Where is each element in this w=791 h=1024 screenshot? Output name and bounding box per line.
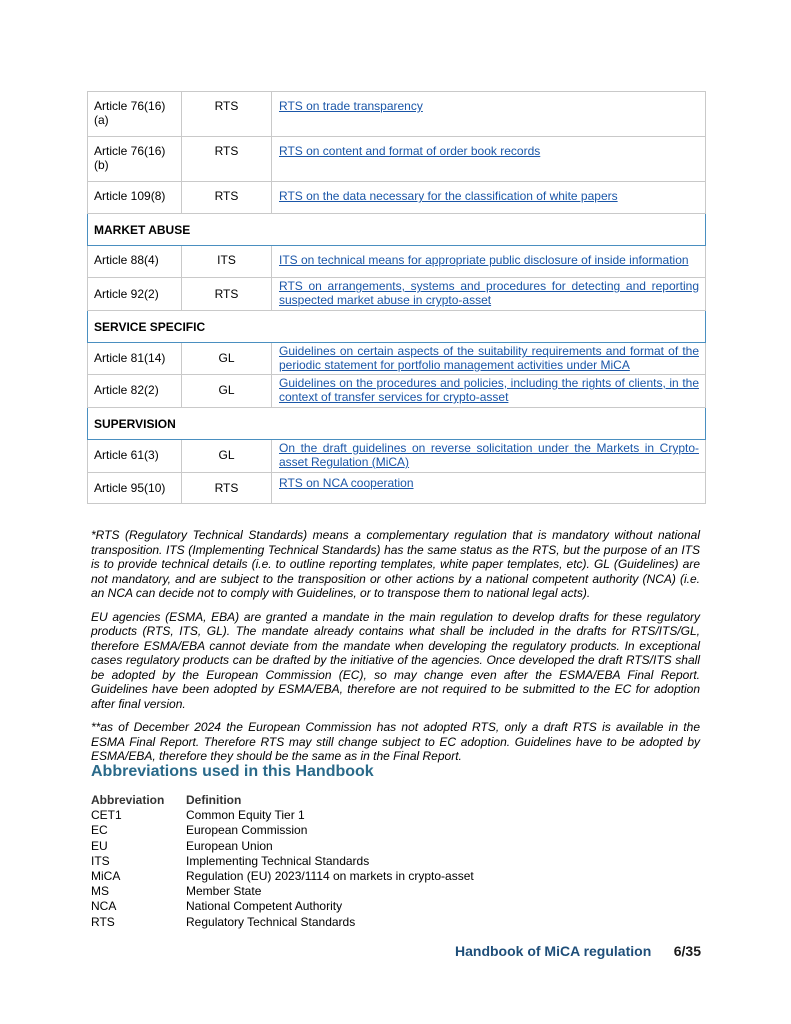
definition: Regulation (EU) 2023/1114 on markets in crypto-asset <box>186 869 474 884</box>
footnote-eu-agencies: EU agencies (ESMA, EBA) are granted a mandate in the main regulation to develop drafts for these regulatory products (RTS, ITS, GL). The mandate already contains what shall be included in the drafts for RTS/ITS/GL, therefore ESMA/EBA cannot deviate from the mandate when developing the regulatory products. In exceptional cases regulatory products can be drafted by the initiative of the agencies. Once developed the draft RTS/ITS shall be adopted by the European Commission (EC), so may change even after the ESMA/EBA Final Report. Guidelines have been adopted by ESMA/EBA, therefore are not required to be submitted to the EC for adoption after final version. <box>91 609 700 711</box>
page-footer <box>455 943 701 959</box>
section-heading-service-specific: SERVICE SPECIFIC <box>88 311 706 343</box>
abbreviation-item <box>91 854 474 869</box>
regulation-link[interactable]: ITS on technical means for appropriate public disclosure of inside information <box>279 253 689 267</box>
type-cell: RTS <box>182 182 272 214</box>
regulation-link[interactable]: RTS on the data necessary for the classification of white papers <box>279 189 618 203</box>
abbreviation: MS <box>91 884 109 899</box>
regulatory-products-table <box>87 91 706 504</box>
table-row <box>88 343 706 375</box>
table-row <box>88 92 706 137</box>
abbreviations-list <box>91 793 474 930</box>
table-row <box>88 375 706 408</box>
regulation-link[interactable]: RTS on trade transparency <box>279 99 423 113</box>
definition: Regulatory Technical Standards <box>186 914 356 929</box>
abbreviation-item <box>91 915 474 930</box>
article-cell: Article 61(3) <box>88 440 182 473</box>
regulation-link[interactable]: Guidelines on the procedures and policies, including the rights of clients, in the context of transfer services for crypto-asset <box>279 376 699 404</box>
article-cell: Article 109(8) <box>88 182 182 214</box>
abbreviation-item <box>91 808 474 823</box>
page-number: 6/35 <box>673 943 701 959</box>
type-cell: GL <box>182 343 272 375</box>
type-cell: RTS <box>182 278 272 311</box>
type-cell: RTS <box>182 92 272 137</box>
abbreviations-heading: Abbreviations used in this Handbook <box>91 763 374 780</box>
abbreviation: NCA <box>91 899 117 914</box>
article-cell: Article 92(2) <box>88 278 182 311</box>
abbreviation-item <box>91 884 474 899</box>
regulation-link[interactable]: RTS on content and format of order book records <box>279 144 541 158</box>
table-row <box>88 246 706 278</box>
article-cell: Article 81(14) <box>88 343 182 375</box>
abbreviation: MiCA <box>91 869 121 884</box>
abbreviation: EU <box>91 838 108 853</box>
section-heading-market-abuse: MARKET ABUSE <box>88 214 706 246</box>
section-header-row <box>88 408 706 440</box>
article-cell: Article 88(4) <box>88 246 182 278</box>
abbreviation-item <box>91 869 474 884</box>
footer-title: Handbook of MiCA regulation <box>455 943 652 959</box>
definition: European Union <box>186 838 273 853</box>
abbreviation: CET1 <box>91 808 122 823</box>
article-cell: Article 82(2) <box>88 375 182 408</box>
definition: European Commission <box>186 823 308 838</box>
table-row <box>88 440 706 473</box>
abbreviation-item <box>91 823 474 838</box>
definition: National Competent Authority <box>186 899 343 914</box>
abbreviation-column-header: Abbreviation <box>91 793 165 807</box>
table-row <box>88 473 706 504</box>
table-row <box>88 182 706 214</box>
abbreviation-item <box>91 839 474 854</box>
article-cell: Article 95(10) <box>88 473 182 504</box>
section-heading-supervision: SUPERVISION <box>88 408 706 440</box>
regulation-link[interactable]: RTS on arrangements, systems and procedures for detecting and reporting suspected market abuse in crypto-asset <box>279 279 699 307</box>
footnote-adoption-status: **as of December 2024 the European Commission has not adopted RTS, only a draft RTS is available in the ESMA Final Report. Therefore RTS may still change subject to EC adoption. Guidelines have to be adopted by ESMA/EBA, therefore they should be the same as in the Final Report. <box>91 720 700 763</box>
type-cell: RTS <box>182 473 272 504</box>
type-cell: ITS <box>182 246 272 278</box>
article-cell: Article 76(16)(b) <box>88 137 182 182</box>
abbreviations-header <box>91 793 474 808</box>
footnotes <box>91 528 700 773</box>
article-cell: Article 76(16)(a) <box>88 92 182 137</box>
regulation-link[interactable]: On the draft guidelines on reverse solicitation under the Markets in Crypto-asset Regulation (MiCA) <box>279 441 699 469</box>
definition: Common Equity Tier 1 <box>186 808 305 823</box>
abbreviation-item <box>91 899 474 914</box>
type-cell: GL <box>182 375 272 408</box>
abbreviation: EC <box>91 823 108 838</box>
regulation-link[interactable]: Guidelines on certain aspects of the suitability requirements and format of the periodic statement for portfolio management activities under MiCA <box>279 344 699 372</box>
regulation-link[interactable]: RTS on NCA cooperation <box>279 476 414 490</box>
table-row <box>88 278 706 311</box>
table-row <box>88 137 706 182</box>
section-header-row <box>88 214 706 246</box>
type-cell: GL <box>182 440 272 473</box>
definition: Member State <box>186 884 262 899</box>
type-cell: RTS <box>182 137 272 182</box>
definition: Implementing Technical Standards <box>186 853 370 868</box>
abbreviation: ITS <box>91 853 110 868</box>
abbreviation: RTS <box>91 914 115 929</box>
definition-column-header: Definition <box>186 793 242 807</box>
footnote-rts-definition: *RTS (Regulatory Technical Standards) means a complementary regulation that is mandatory without national transposition. ITS (Implementing Technical Standards) has the same status as the RTS, but the purpose of an ITS is to provide technical details (i.e. to outline reporting templates, white paper templates, etc). GL (Guidelines) are not mandatory, and are subject to the transposition or other actions by a national competent authority (NCA) (i.e. an NCA can decide not to comply with Guidelines, or to transpose them to national legal acts). <box>91 528 700 600</box>
section-header-row <box>88 311 706 343</box>
